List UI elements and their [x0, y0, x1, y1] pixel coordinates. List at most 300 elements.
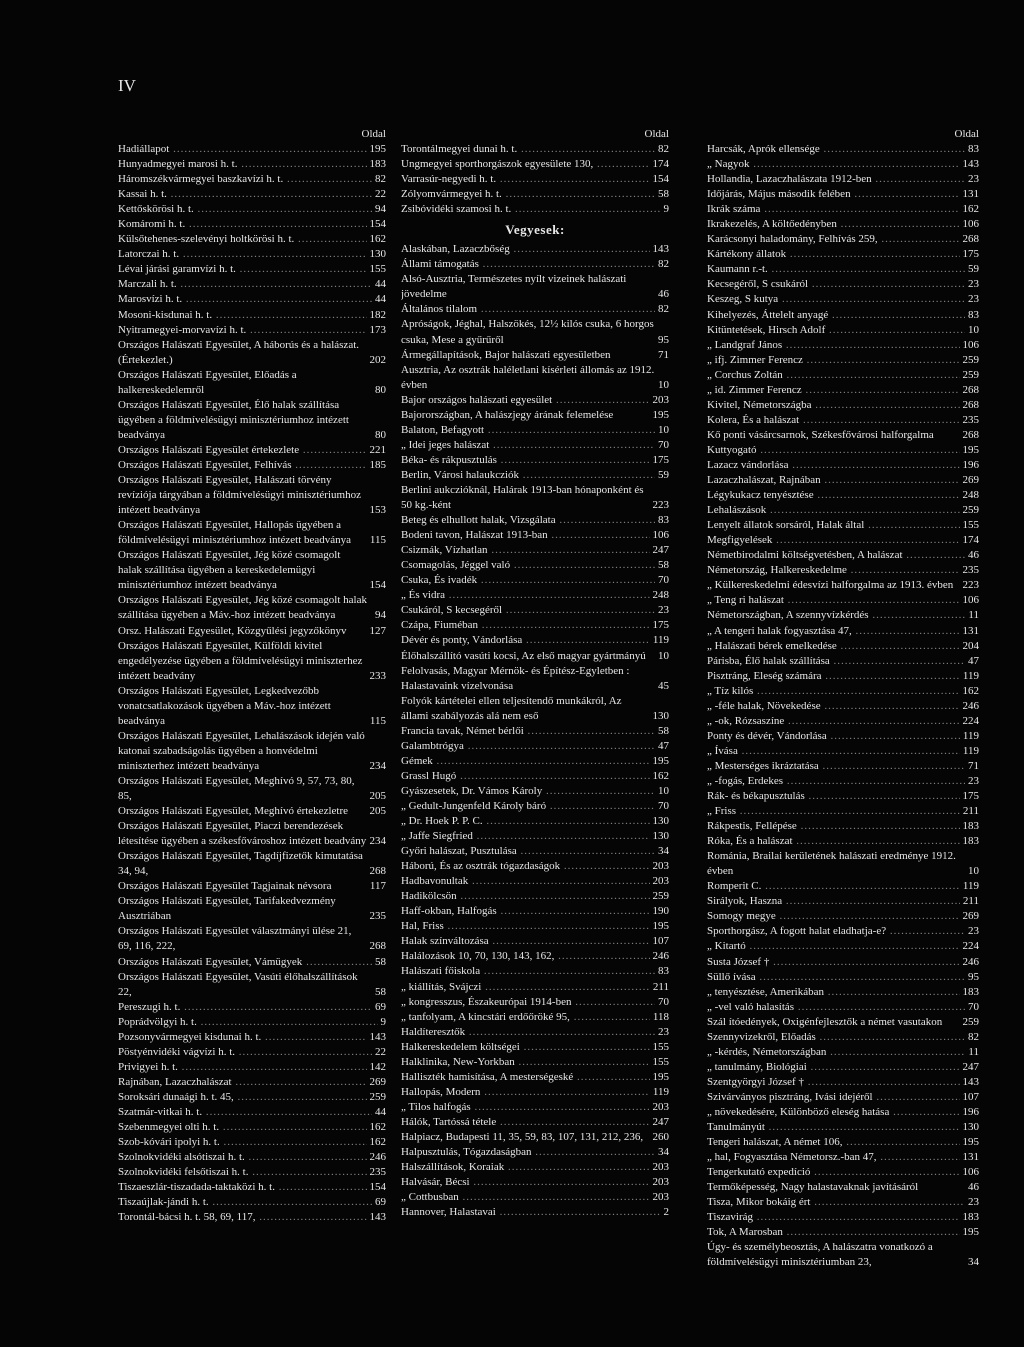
- entry-page: 119: [652, 634, 669, 647]
- entry-title: Halklinika, New-Yorkban .....: [401, 1055, 650, 1070]
- entry-page: 269: [962, 910, 979, 923]
- entry-title: Németország, Halkereskedelme .....: [707, 563, 960, 578]
- index-entry: [118, 955, 386, 970]
- entry-title: Országos Halászati Egyesület, Előadás a halkereskedelemről: [118, 368, 297, 396]
- entry-page: 259: [962, 504, 979, 517]
- entry-page: 174: [962, 534, 979, 547]
- entry-title: „ -kérdés, Németországban .....: [707, 1045, 965, 1060]
- entry-page: 143: [369, 1211, 386, 1224]
- index-entry: [707, 894, 979, 909]
- entry-page: 154: [369, 218, 386, 231]
- entry-page: 127: [369, 624, 386, 637]
- index-entry: [401, 513, 669, 528]
- entry-title: Halak színváltozása .....: [401, 934, 650, 949]
- entry-title: Lazacz vándorlása .....: [707, 458, 960, 473]
- entry-title: „ Ívása .....: [707, 744, 960, 759]
- entry-title: Alaskában, Lazaczbőség .....: [401, 242, 650, 257]
- index-entry: [707, 262, 979, 277]
- entry-title: Országos Halászati Egyesület Tagjainak névsora: [118, 880, 332, 893]
- index-column-3: [707, 127, 979, 1327]
- index-entry: [401, 172, 669, 187]
- entry-title: Kő ponti vásárcsarnok, Székesfővárosi halforgalma: [707, 428, 934, 441]
- entry-page: 224: [962, 940, 979, 953]
- entry-page: 94: [375, 203, 386, 216]
- index-entry: [707, 639, 979, 654]
- entry-page: 23: [658, 1025, 669, 1038]
- index-entry: [707, 157, 979, 172]
- entry-title: „ id. Zimmer Ferencz .....: [707, 383, 960, 398]
- entry-page: 203: [652, 1191, 669, 1204]
- index-entry: [401, 754, 669, 769]
- index-entry: [118, 804, 386, 819]
- index-entry: [401, 1070, 669, 1085]
- entry-page: 162: [962, 203, 979, 216]
- entry-title: Susta József † .....: [707, 955, 960, 970]
- entry-page: 202: [369, 353, 386, 366]
- entry-page: 246: [962, 955, 979, 968]
- entry-page: 233: [369, 669, 386, 682]
- entry-title: Torontálmegyei dunai h. t. .....: [401, 142, 655, 157]
- index-entry: [401, 949, 669, 964]
- index-entry: [707, 413, 979, 428]
- index-entry: [707, 1240, 979, 1270]
- entry-title: Gémek .....: [401, 754, 650, 769]
- index-entry: [118, 548, 386, 593]
- index-entry: [401, 633, 669, 648]
- entry-title: Marosvízi h. t. .....: [118, 292, 372, 307]
- index-entry: [707, 789, 979, 804]
- entry-title: „ Tíz kilós .....: [707, 684, 960, 699]
- entry-title: Kuttyogató .....: [707, 443, 960, 458]
- index-entry: [707, 849, 979, 879]
- entry-title: Országos Halászati Egyesület, Vasúti élőhalszállítások 22,: [118, 970, 358, 998]
- entry-page: 259: [962, 353, 979, 366]
- index-entry: [401, 1205, 669, 1220]
- entry-title: Kitüntetések, Hirsch Adolf .....: [707, 323, 965, 338]
- entry-title: Tiszavirág .....: [707, 1210, 960, 1225]
- entry-title: „ Külkereskedelmi édesvízi halforgalma az 1913. évben: [707, 579, 954, 592]
- entry-title: Általános tilalom .....: [401, 302, 655, 317]
- entry-title: Élőhalszállító vasúti kocsi, Az első magyar gyártmányú: [401, 649, 646, 662]
- index-entry: [118, 1075, 386, 1090]
- entry-title: Csukáról, S kecsegéről .....: [401, 603, 655, 618]
- entry-page: 224: [962, 714, 979, 727]
- entry-title: Hollandia, Lazaczhalászata 1912-ben .....: [707, 172, 965, 187]
- index-entry: [707, 518, 979, 533]
- index-entry: [118, 323, 386, 338]
- entry-title: Tiszaújlak-jándi h. t. .....: [118, 1195, 372, 1210]
- entry-page: 185: [369, 458, 386, 471]
- entry-title: „ -féle halak, Növekedése .....: [707, 699, 960, 714]
- entry-title: „ A tengeri halak fogyasztása 47, .....: [707, 624, 960, 639]
- index-entry: [401, 1010, 669, 1025]
- entry-page: 58: [658, 188, 669, 201]
- index-entry: [401, 1175, 669, 1190]
- entry-title: Dévér és ponty, Vándorlása .....: [401, 633, 650, 648]
- index-entry: [707, 909, 979, 924]
- index-entry: [401, 302, 669, 317]
- index-entry: [118, 368, 386, 398]
- entry-title: Ungmegyei sporthorgászok egyesülete 130, .....: [401, 157, 650, 172]
- entry-page: 268: [369, 940, 386, 953]
- index-entry: [401, 483, 669, 513]
- index-entry: [707, 428, 979, 443]
- entry-page: 34: [968, 1256, 979, 1269]
- entry-page: 183: [369, 158, 386, 171]
- entry-page: 83: [658, 514, 669, 527]
- entry-page: 70: [658, 438, 669, 451]
- index-entry: [401, 799, 669, 814]
- entry-title: Szentgyörgyi József † .....: [707, 1075, 960, 1090]
- index-entry: [118, 443, 386, 458]
- index-entry: [118, 262, 386, 277]
- entry-list: [401, 142, 669, 217]
- entry-page: 119: [652, 1085, 669, 1098]
- index-entry: [707, 970, 979, 985]
- index-entry: [401, 814, 669, 829]
- entry-page: 46: [968, 549, 979, 562]
- entry-page: 195: [962, 1136, 979, 1149]
- entry-page: 234: [369, 835, 386, 848]
- entry-page: 221: [369, 443, 386, 456]
- entry-page: 23: [968, 925, 979, 938]
- entry-title: Gyászesetek, Dr. Vámos Károly .....: [401, 784, 655, 799]
- index-entry: [707, 804, 979, 819]
- entry-title: Külsőtehenes-szelevényi holtkörösi h. t. .....: [118, 232, 367, 247]
- index-entry: [118, 1210, 386, 1225]
- entry-page: 71: [658, 348, 669, 361]
- index-entry: [707, 1015, 979, 1030]
- index-entry: [707, 1090, 979, 1105]
- entry-page: 268: [962, 383, 979, 396]
- entry-list: [401, 242, 669, 1220]
- entry-page: 34: [658, 845, 669, 858]
- index-entry: [707, 488, 979, 503]
- index-entry: [118, 819, 386, 849]
- index-entry: [118, 639, 386, 684]
- index-entry: [707, 1120, 979, 1135]
- index-entry: [707, 217, 979, 232]
- entry-page: 268: [962, 398, 979, 411]
- index-entry: [118, 924, 386, 954]
- index-entry: [707, 1135, 979, 1150]
- entry-page: 22: [375, 1045, 386, 1058]
- entry-page: 106: [962, 338, 979, 351]
- entry-title: Haldíteresztők .....: [401, 1025, 655, 1040]
- index-entry: [118, 593, 386, 623]
- index-entry: [118, 1165, 386, 1180]
- index-entry: [707, 654, 979, 669]
- entry-page: 203: [652, 1161, 669, 1174]
- entry-page: 70: [658, 574, 669, 587]
- index-entry: [707, 277, 979, 292]
- index-entry: [401, 423, 669, 438]
- entry-title: Országos Halászati Egyesület, Lehalászások idején való katonai szabadságolás ügyében a honvédelmi miniszterhez intézett beadványa: [118, 729, 365, 772]
- entry-page: 106: [652, 529, 669, 542]
- entry-title: Berlin, Városi halaukcziók .....: [401, 468, 655, 483]
- entry-page: 268: [962, 233, 979, 246]
- index-entry: [401, 1100, 669, 1115]
- entry-page: 23: [968, 173, 979, 186]
- entry-title: Tiszaeszlár-tiszadada-taktaközi h. t. .....: [118, 1180, 367, 1195]
- entry-page: 23: [968, 293, 979, 306]
- index-entry: [401, 694, 669, 724]
- entry-title: Időjárás, Május második felében .....: [707, 187, 960, 202]
- entry-title: „ Dr. Hoek P. P. C. .....: [401, 814, 650, 829]
- index-entry: [707, 1060, 979, 1075]
- index-entry: [401, 874, 669, 889]
- entry-page: 195: [652, 408, 669, 421]
- index-entry: [707, 834, 979, 849]
- entry-title: Lazaczhalászat, Rajnában .....: [707, 473, 960, 488]
- entry-page: 269: [369, 1075, 386, 1088]
- entry-page: 223: [652, 499, 669, 512]
- index-entry: [118, 398, 386, 443]
- index-entry: [118, 624, 386, 639]
- entry-page: 71: [968, 759, 979, 772]
- entry-title: Kecsegéről, S csukáról .....: [707, 277, 965, 292]
- entry-page: 106: [962, 218, 979, 231]
- index-entry: [401, 784, 669, 799]
- entry-page: 211: [962, 805, 979, 818]
- entry-title: Hadbavonultak .....: [401, 874, 650, 889]
- index-entry: [707, 1045, 979, 1060]
- entry-title: Soroksári dunaági h. t. 45, .....: [118, 1090, 367, 1105]
- entry-page: 131: [962, 188, 979, 201]
- column-header-oldal: Oldal: [361, 128, 386, 140]
- entry-title: Zsibóvidéki szamosi h. t. .....: [401, 202, 661, 217]
- column-header-oldal: Oldal: [954, 128, 979, 140]
- index-entry: [401, 829, 669, 844]
- entry-page: 248: [652, 589, 669, 602]
- entry-page: 69: [375, 1000, 386, 1013]
- entry-page: 268: [369, 865, 386, 878]
- entry-page: 183: [962, 835, 979, 848]
- index-entry: [401, 157, 669, 172]
- entry-list: [707, 142, 979, 1271]
- entry-title: Ikrakezelés, A költőedényben .....: [707, 217, 960, 232]
- index-entry: [401, 272, 669, 302]
- index-entry: [118, 172, 386, 187]
- entry-title: Halliszték hamisítása, A mesterségeské .....: [401, 1070, 650, 1085]
- entry-page: 246: [652, 950, 669, 963]
- entry-page: 58: [375, 955, 386, 968]
- entry-title: Ikrák száma .....: [707, 202, 960, 217]
- entry-title: Pöstyénvidéki vágvízi h. t. .....: [118, 1045, 372, 1060]
- entry-page: 154: [652, 173, 669, 186]
- entry-page: 83: [658, 965, 669, 978]
- index-entry: [118, 473, 386, 518]
- entry-page: 235: [369, 910, 386, 923]
- index-entry: [401, 348, 669, 363]
- entry-title: Országos Halászati Egyesület, Hallopás ügyében a földmívelésügyi minisztériumhoz intézett beadványa: [118, 519, 352, 547]
- entry-title: Hannover, Halastavai .....: [401, 1205, 661, 1220]
- entry-page: 82: [658, 303, 669, 316]
- entry-page: 259: [652, 890, 669, 903]
- index-entry: [401, 980, 669, 995]
- index-entry: [401, 618, 669, 633]
- index-entry: [707, 699, 979, 714]
- entry-page: 143: [369, 1030, 386, 1043]
- index-entry: [118, 277, 386, 292]
- entry-title: Lenyelt állatok sorsáról, Halak által .....: [707, 518, 960, 533]
- entry-page: 260: [652, 1131, 669, 1143]
- entry-page: 130: [962, 1121, 979, 1134]
- column-header-oldal: Oldal: [644, 128, 669, 140]
- entry-page: 82: [375, 173, 386, 186]
- entry-page: 10: [658, 378, 669, 391]
- index-entry: [118, 1120, 386, 1135]
- entry-title: „ ifj. Zimmer Ferencz .....: [707, 353, 960, 368]
- entry-title: „ Jaffe Siegfried .....: [401, 829, 650, 844]
- index-entry: [401, 408, 669, 423]
- entry-page: 142: [369, 1060, 386, 1073]
- index-entry: [707, 1165, 979, 1180]
- entry-page: 47: [658, 739, 669, 752]
- entry-title: Országos Halászati Egyesület, Tagdíjfizetők kimutatása 34, 94,: [118, 850, 363, 878]
- index-entry: [118, 684, 386, 729]
- entry-title: Romperit C. .....: [707, 879, 960, 894]
- entry-page: 82: [968, 1030, 979, 1043]
- entry-page: 259: [962, 368, 979, 381]
- index-entry: [401, 1055, 669, 1070]
- entry-page: 235: [369, 1166, 386, 1179]
- entry-title: Országos Halászati Egyesület választmányi ülése 21, 69, 116, 222,: [118, 925, 352, 953]
- index-entry: [118, 292, 386, 307]
- entry-page: 162: [369, 233, 386, 246]
- entry-page: 83: [968, 143, 979, 155]
- entry-page: 10: [658, 784, 669, 797]
- entry-title: „ tanfolyam, A kincstári erdőőröké 95, .....: [401, 1010, 650, 1025]
- index-entry: [401, 1160, 669, 1175]
- index-entry: [707, 383, 979, 398]
- entry-page: 246: [962, 699, 979, 712]
- entry-page: 46: [968, 1181, 979, 1194]
- entry-title: Szolnokvidéki felsőtiszai h. t. .....: [118, 1165, 367, 1180]
- entry-title: Halpusztulás, Tógazdaságban .....: [401, 1145, 655, 1160]
- index-entry: [118, 1090, 386, 1105]
- entry-title: Pereszugi h. t. .....: [118, 1000, 372, 1015]
- entry-title: Rajnában, Lazaczhalászat .....: [118, 1075, 367, 1090]
- entry-title: Sporthorgász, A fogott halat eladhatja-e? .....: [707, 924, 965, 939]
- index-entry: [401, 242, 669, 257]
- entry-page: 23: [968, 774, 979, 787]
- index-entry: [707, 142, 979, 157]
- entry-page: 247: [652, 544, 669, 557]
- entry-page: 246: [369, 1151, 386, 1164]
- index-entry: [401, 724, 669, 739]
- index-entry: [401, 904, 669, 919]
- entry-page: 162: [962, 684, 979, 697]
- index-entry: [707, 924, 979, 939]
- entry-page: 115: [369, 534, 386, 547]
- index-entry: [118, 232, 386, 247]
- entry-page: 107: [962, 1090, 979, 1103]
- index-entry: [118, 1045, 386, 1060]
- index-entry: [401, 844, 669, 859]
- entry-page: 234: [369, 759, 386, 772]
- entry-page: 175: [652, 619, 669, 632]
- entry-title: Komáromi h. t. .....: [118, 217, 367, 232]
- index-entry: [118, 774, 386, 804]
- entry-title: „ -vel való halasítás .....: [707, 1000, 965, 1015]
- entry-page: 195: [652, 920, 669, 933]
- entry-title: Pozsonyvármegyei kisdunai h. t. .....: [118, 1030, 367, 1045]
- index-entry: [707, 593, 979, 608]
- entry-page: 10: [658, 423, 669, 436]
- index-entry: [707, 473, 979, 488]
- entry-page: 115: [369, 714, 386, 727]
- entry-page: 155: [652, 1055, 669, 1068]
- index-entry: [401, 1115, 669, 1130]
- entry-title: Latorczai h. t. .....: [118, 247, 367, 262]
- entry-page: 162: [369, 1136, 386, 1149]
- entry-page: 34: [658, 1146, 669, 1159]
- entry-title: „ Landgraf János .....: [707, 338, 960, 353]
- index-entry: [401, 438, 669, 453]
- index-entry: [401, 919, 669, 934]
- entry-page: 130: [652, 815, 669, 828]
- entry-page: 183: [962, 820, 979, 833]
- entry-title: Halpiacz, Budapesti 11, 35, 59, 83, 107, 131, 212, 236,: [401, 1131, 644, 1143]
- entry-title: Sirályok, Haszna .....: [707, 894, 960, 909]
- entry-page: 70: [658, 995, 669, 1008]
- entry-page: 204: [962, 639, 979, 652]
- index-entry: [707, 187, 979, 202]
- entry-title: Francia tavak, Német bérlői .....: [401, 724, 655, 739]
- index-entry: [707, 1150, 979, 1165]
- entry-title: Szolnokvidéki alsótiszai h. t. .....: [118, 1150, 367, 1165]
- entry-title: Kártékony állatok .....: [707, 247, 960, 262]
- entry-title: Országos Halászati Egyesület, Piaczi berendezések létesítése ügyében a székesfővároshoz intézett beadvány: [118, 820, 367, 848]
- index-entry: [118, 1030, 386, 1045]
- entry-title: Tengeri halászat, A német 106, .....: [707, 1135, 960, 1150]
- index-entry: [707, 624, 979, 639]
- index-entry: [707, 338, 979, 353]
- index-entry: [401, 468, 669, 483]
- entry-title: Németbirodalmi költségvetésben, A halászat .....: [707, 548, 965, 563]
- entry-title: Tisza, Mikor bokáig ért .....: [707, 1195, 965, 1210]
- entry-title: Apróságok, Jéghal, Halszökés, 12½ kilós csuka, 6 horgos csuka, Mese a gyűrűről: [401, 318, 654, 346]
- entry-title: Keszeg, S kutya .....: [707, 292, 965, 307]
- entry-title: Győri halászat, Pusztulása .....: [401, 844, 655, 859]
- entry-page: 183: [962, 1211, 979, 1224]
- entry-title: Ármegállapítások, Bajor halászati egyesületben: [401, 348, 611, 361]
- entry-page: 143: [962, 158, 979, 171]
- index-entry: [707, 1075, 979, 1090]
- index-entry: [707, 458, 979, 473]
- entry-page: 143: [652, 243, 669, 256]
- index-entry: [118, 142, 386, 157]
- entry-title: Hunyadmegyei marosi h. t. .....: [118, 157, 367, 172]
- entry-title: Nyitramegyei-morvavízi h. t. .....: [118, 323, 367, 338]
- index-entry: [707, 368, 979, 383]
- entry-page: 80: [375, 383, 386, 396]
- entry-page: 131: [962, 1151, 979, 1164]
- entry-page: 47: [968, 654, 979, 667]
- entry-page: 58: [658, 559, 669, 572]
- entry-title: Grassl Hugó .....: [401, 769, 650, 784]
- entry-page: 106: [962, 594, 979, 607]
- index-entry: [707, 323, 979, 338]
- entry-page: 269: [962, 474, 979, 487]
- index-entry: [707, 744, 979, 759]
- entry-page: 11: [968, 609, 979, 622]
- entry-page: 107: [652, 935, 669, 948]
- index-entry: [707, 939, 979, 954]
- entry-title: „ -ok, Rózsaszíne .....: [707, 714, 960, 729]
- entry-page: 195: [962, 1226, 979, 1239]
